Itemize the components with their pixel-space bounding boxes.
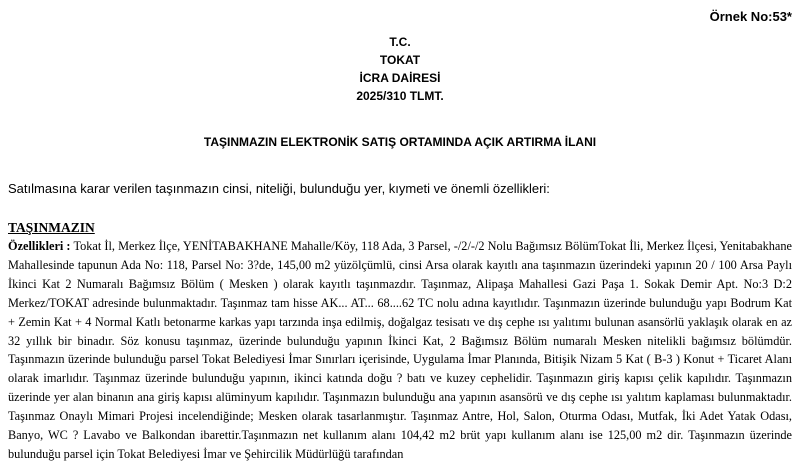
example-number: Örnek No:53*	[709, 9, 792, 24]
features-text: Tokat İl, Merkez İlçe, YENİTABAKHANE Mahalle/Köy, 118 Ada, 3 Parsel, -/2/-/2 Nolu Bağımsız BölümTokat İli, Merkez İlçesi, Yenitabakhane Mahallesinde tapunun Ada No: 118, Parsel No: 3?de, 145,00 m2 yüzölçümlü, cinsi Arsa olarak kayıtlı ana taşınmazın üzerindeki yapının 20 / 100 Arsa Paylı İkinci Kat 2 Numaralı Bağımsız Bölüm ( Mesken ) olarak kayıtlı taşınmazdır. Taşınmaz, Alipaşa Mahallesi Gazi Paşa 1. Sokak Demir Apt. No:3 D:2 Merkez/TOKAT adresinde bulunmaktadır. Taşınmaz tam hisse AK... AT... 68....62 TC nolu adına kayıtlıdır. Taşınmazın üzerinde bulunduğu yapı Bodrum Kat + Zemin Kat + 4 Normal Katlı betonarme karkas yapı tarzında inşa edilmiş, doğalgaz tesisatı ve dış cephe ısı yalıtımı bulunan asansörlü yaklaşık olarak en az 32 yıllık bir binadır. Söz konusu taşınmaz, üzerinde bulunduğu yapının İkinci Kat, 2 Bağımsız Bölüm numaralı Mesken nitelikli bağımsız bölümdür. Taşınmazın üzerinde bulunduğu parsel Tokat Belediyesi İmar Sınırları içerisinde, Uygulama İmar Planında, Bitişik Nizam 5 Kat ( B-3 ) Konut + Ticaret Alanı olarak imarlıdır. Taşınmaz üzerinde bulunduğu yapının, ikinci katında doğu ? batı ve kuzey cephelidir. Taşınmazın giriş kapısı çelik kapılıdır. Taşınmazın üzerinde yer alan binanın ana giriş kapısı alüminyum kapılıdır. Taşınmazın bulunduğu ana yapının asansörü ve dış cephe ısı yalıtım kaplaması bulunmaktadır. Taşınmaz Onaylı Mimari Projesi incelendiğinde; Mesken olarak tasarlanmıştır. Taşınmaz Antre, Hol, Salon, Oturma Odası, Mutfak, İki Adet Yatak Odası, Banyo, WC ? Lavabo ve Balkondan ibarettir.Taşınmazın net kullanım alanı 104,42 m2 brüt yapı kullanım alanı ise 125,00 m2 dir. Taşınmazın üzerinde bulunduğu parsel için Tokat Belediyesi İmar ve Şehircilik Müdürlüğü tarafından	[8, 239, 792, 461]
authority-line-office: İCRA DAİRESİ	[359, 71, 441, 85]
section-title: TAŞINMAZIN	[8, 220, 95, 235]
intro-text: Satılmasına karar verilen taşınmazın cinsi, niteliği, bulunduğu yer, kıymeti ve önemli özellikleri:	[8, 181, 550, 196]
features-label: Özellikleri :	[8, 239, 71, 253]
authority-line-tc: T.C.	[389, 35, 411, 49]
file-number: 2025/310 TLMT.	[356, 89, 444, 103]
authority-line-city: TOKAT	[379, 53, 421, 67]
property-features	[8, 237, 792, 464]
authority-heading	[0, 33, 800, 105]
announcement-title: TAŞINMAZIN ELEKTRONİK SATIŞ ORTAMINDA AÇIK ARTIRMA İLANI	[203, 135, 597, 149]
